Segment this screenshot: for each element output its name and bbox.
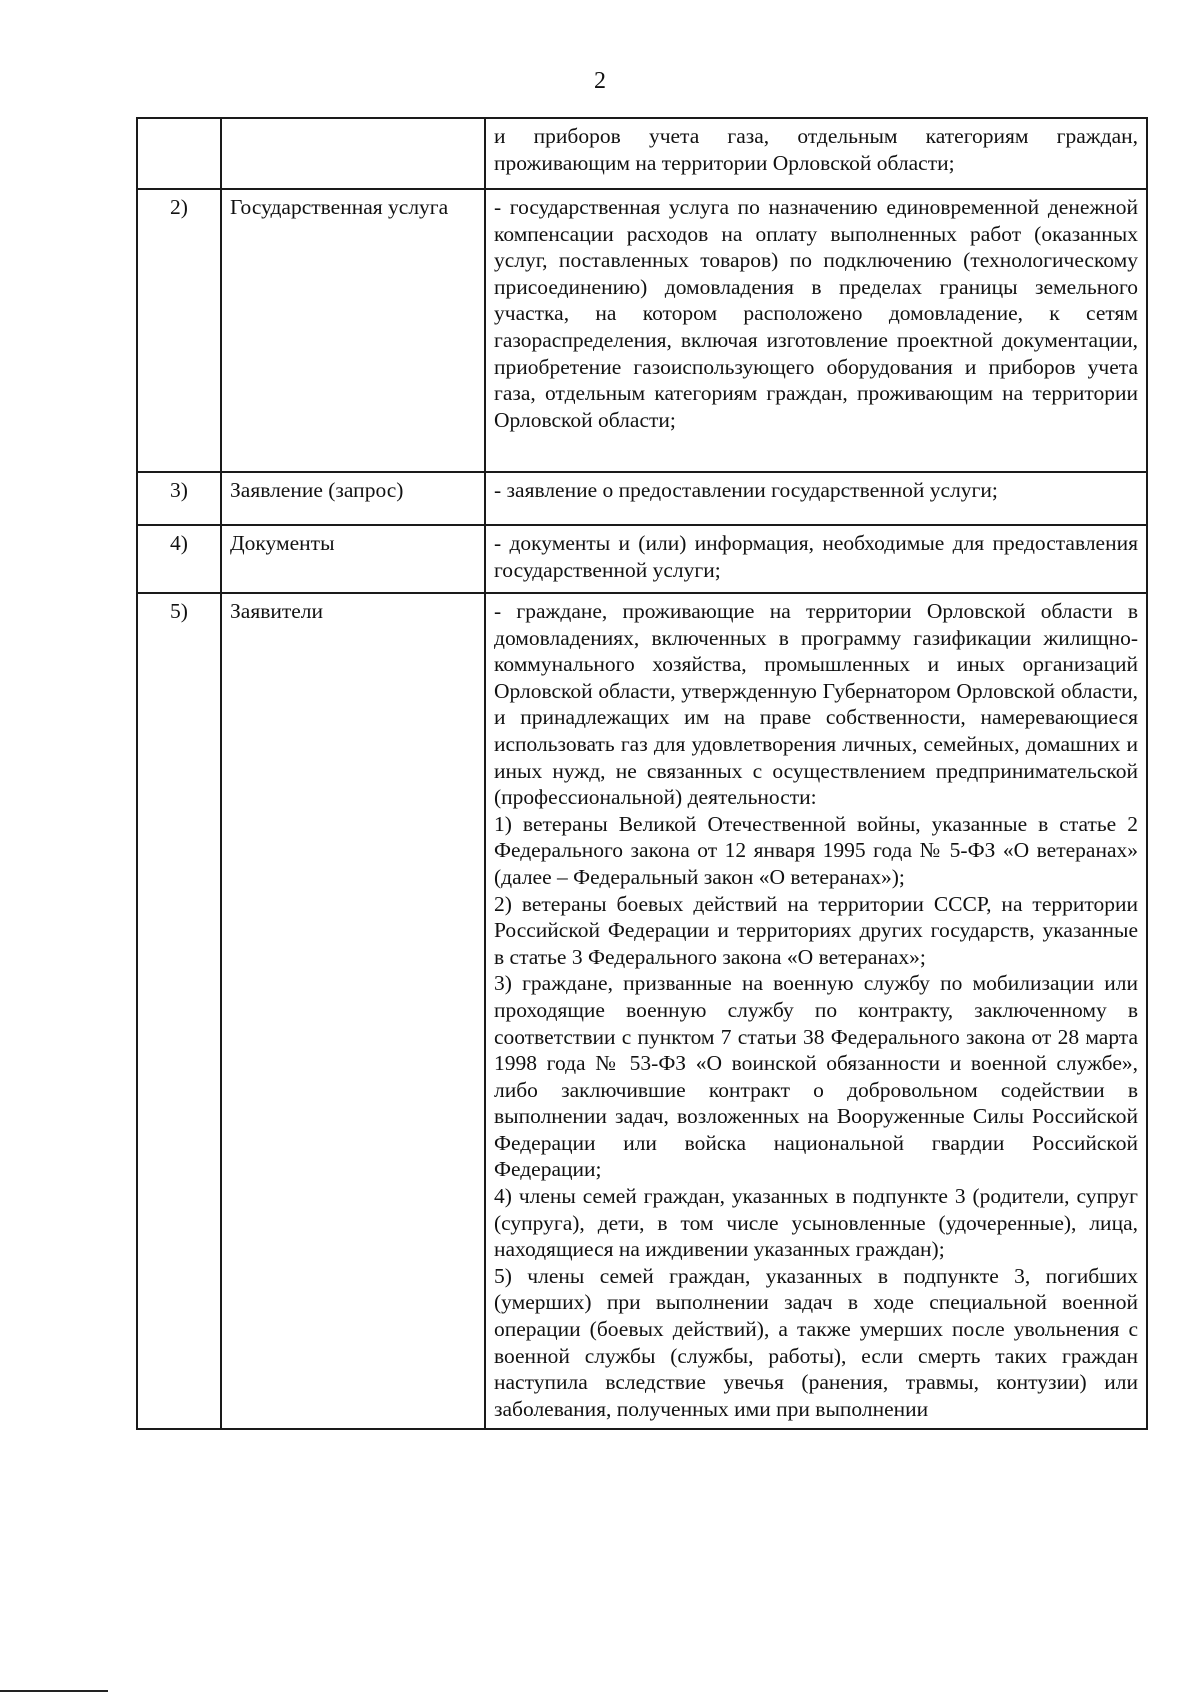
definition-paragraph: - документы и (или) информация, необходимые для предоставления государственной услуги; [494,531,1138,582]
applicant-category-item: 3) граждане, призванные на военную службу по мобилизации или проходящие военную службу по контракту, заключенному в соответствии с пунктом 7 статьи 38 Федерального закона от 28 марта 1998 года № 53-ФЗ «О воинской обязанности и военной службе», либо заключившие контракт о добровольном содействии в выполнении задач, возложенных на Вооруженные Силы Российской Федерации или войска национальной гвардии Российской Федерации; [494,971,1138,1182]
row-term: Государственная услуга [221,189,485,472]
table-row [137,189,1147,472]
row-number: 5) [137,593,221,1429]
row-definition [485,593,1147,1429]
row-term: Заявление (запрос) [221,472,485,525]
table-row [137,525,1147,593]
row-number [137,118,221,189]
row-number: 4) [137,525,221,593]
applicant-category-item: 2) ветераны боевых действий на территории СССР, на территории Российской Федерации и территориях других государств, указанные в статье 3 Федерального закона «О ветеранах»; [494,891,1138,969]
definition-paragraph: и приборов учета газа, отдельным категориям граждан, проживающим на территории Орловской области; [494,124,1138,175]
row-definition [485,525,1147,593]
row-definition [485,472,1147,525]
row-number: 3) [137,472,221,525]
definition-paragraph: - заявление о предоставлении государственной услуги; [494,478,998,502]
table-row [137,472,1147,525]
row-definition [485,189,1147,472]
row-term [221,118,485,189]
row-term: Заявители [221,593,485,1429]
applicant-category-item: 1) ветераны Великой Отечественной войны, указанные в статье 2 Федерального закона от 12 января 1995 года № 5-ФЗ «О ветеранах» (далее – Федеральный закон «О ветеранах»); [494,811,1138,889]
definition-paragraph: - граждане, проживающие на территории Орловской области в домовладениях, включенных в программу газификации жилищно-коммунального хозяйства, промышленных и иных организаций Орловской области, утвержденную Губернатором Орловской области, и принадлежащих им на праве собственности, намеревающиеся использовать газ для удовлетворения личных, семейных, домашних и иных нужд, не связанных с осуществлением предпринимательской (профессиональной) деятельности: [494,599,1138,810]
row-definition [485,118,1147,189]
table-row [137,118,1147,189]
page-number: 2 [594,68,606,94]
definitions-table [136,117,1148,1430]
table-row [137,593,1147,1429]
page-edge-line [0,1690,108,1692]
definition-paragraph: - государственная услуга по назначению единовременной денежной компенсации расходов на оплату выполненных работ (оказанных услуг, поставленных товаров) по подключению (технологическому присоединению) домовладения в пределах границы земельного участка, на котором расположено домовладение, к сетям газораспределения, включая изготовление проектной документации, приобретение газоиспользующего оборудования и приборов учета газа, отдельным категориям граждан, проживающим на территории Орловской области; [494,195,1138,432]
applicant-category-item: 4) члены семей граждан, указанных в подпункте 3 (родители, супруг (супруга), дети, в том числе усыновленные (удочеренные), лица, находящиеся на иждивении указанных граждан); [494,1184,1138,1262]
row-term: Документы [221,525,485,593]
applicant-category-item: 5) члены семей граждан, указанных в подпункте 3, погибших (умерших) при выполнении задач в ходе специальной военной операции (боевых действий), а также умерших после увольнения с военной службы (службы, работы), если смерть таких граждан наступила вследствие увечья (ранения, травмы, контузии) или заболевания, полученных ими при выполнении [494,1263,1138,1421]
row-number: 2) [137,189,221,472]
